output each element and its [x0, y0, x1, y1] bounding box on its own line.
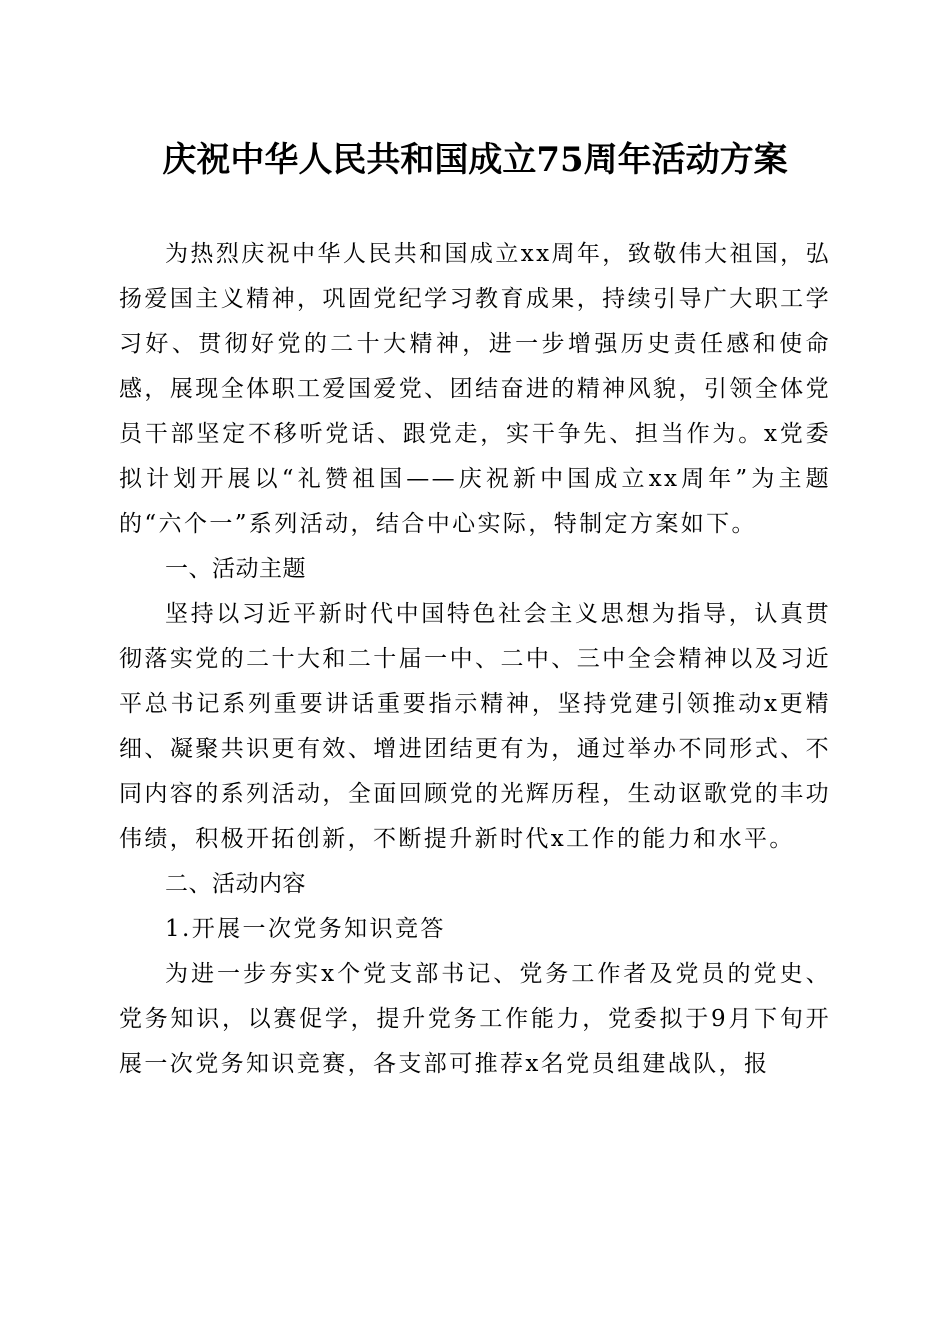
- quiz-paragraph: 为进一步夯实x个党支部书记、党务工作者及党员的党史、党务知识，以赛促学，提升党务工作能力，党委拟于9月下旬开展一次党务知识竞赛，各支部可推荐x名党员组建战队，报: [119, 961, 831, 1077]
- intro-paragraph: 为热烈庆祝中华人民共和国成立xx周年，致敬伟大祖国，弘扬爱国主义精神，巩固党纪学习教育成果，持续引导广大职工学习好、贯彻好党的二十大精神，进一步增强历史责任感和使命感，展现全体职工爱国爱党、团结奋进的精神风貌，引领全体党员干部坚定不移听党话、跟党走，实干争先、担当作为。x党委拟计划开展以“礼赞祖国——庆祝新中国成立xx周年”为主题的“六个一”系列活动，结合中心实际，特制定方案如下。: [119, 241, 831, 537]
- section-heading-content: 二、活动内容: [165, 871, 306, 897]
- theme-paragraph: 坚持以习近平新时代中国特色社会主义思想为指导，认真贯彻落实党的二十大和二十届一中、二中、三中全会精神以及习近平总书记系列重要讲话重要指示精神，坚持党建引领推动x更精细、凝聚共识更有效、增进团结更有为，通过举办不同形式、不同内容的系列活动，全面回顾党的光辉历程，生动讴歌党的丰功伟绩，积极开拓创新，不断提升新时代x工作的能力和水平。: [119, 601, 831, 852]
- section-heading-theme: 一、活动主题: [165, 556, 306, 582]
- item-heading-quiz: 1.开展一次党务知识竞答: [165, 916, 446, 942]
- document-body: [119, 232, 831, 1087]
- document-title: 庆祝中华人民共和国成立75周年活动方案: [162, 140, 788, 180]
